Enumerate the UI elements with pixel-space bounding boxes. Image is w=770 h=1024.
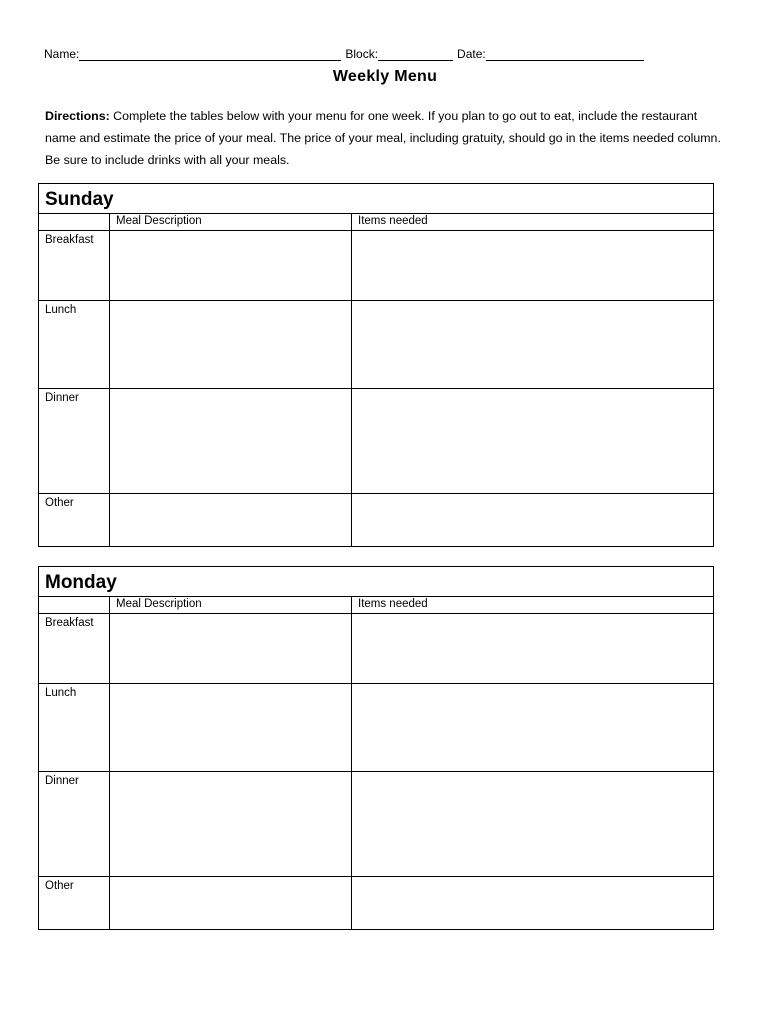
- meal-description-cell[interactable]: [110, 494, 352, 546]
- table-row: [39, 614, 713, 684]
- directions-text: Complete the tables below with your menu for one week. If you plan to go out to eat, include the restaurant name and estimate the price of your meal. The price of your meal, including gratuity, should go in the items needed column. Be sure to include drinks with all your meals.: [45, 109, 721, 167]
- block-label: Block:: [345, 47, 379, 61]
- sunday-table: [38, 183, 714, 547]
- items-needed-cell[interactable]: [352, 614, 713, 683]
- meal-description-cell[interactable]: [110, 301, 352, 388]
- student-info-line: [44, 47, 648, 61]
- meal-description-cell[interactable]: [110, 614, 352, 683]
- items-needed-cell[interactable]: [352, 772, 713, 876]
- items-needed-header: Items needed: [358, 215, 428, 227]
- items-needed-cell[interactable]: [352, 684, 713, 771]
- meal-label: Dinner: [39, 389, 110, 493]
- items-needed-cell[interactable]: [352, 231, 713, 300]
- directions-label: Directions:: [45, 109, 110, 123]
- meal-header-cell: [39, 597, 110, 613]
- meal-label: Other: [39, 877, 110, 929]
- date-blank[interactable]: [486, 47, 644, 61]
- page-title: Weekly Menu: [332, 68, 438, 85]
- day-title: Monday: [39, 567, 713, 597]
- meal-description-cell[interactable]: [110, 684, 352, 771]
- meal-label: Lunch: [39, 684, 110, 771]
- column-header-row: [39, 597, 713, 614]
- table-row: [39, 772, 713, 877]
- meal-label: Breakfast: [39, 231, 110, 300]
- meal-label: Dinner: [39, 772, 110, 876]
- meal-label: Other: [39, 494, 110, 546]
- items-needed-header: Items needed: [358, 598, 428, 610]
- meal-label: Breakfast: [39, 614, 110, 683]
- table-row: [39, 301, 713, 389]
- table-row: [39, 494, 713, 546]
- meal-description-header: Meal Description: [110, 214, 352, 230]
- items-needed-cell[interactable]: [352, 301, 713, 388]
- meal-description-cell[interactable]: [110, 772, 352, 876]
- monday-table: [38, 566, 714, 930]
- table-row: [39, 877, 713, 929]
- date-label: Date:: [457, 47, 486, 61]
- items-needed-cell[interactable]: [352, 389, 713, 493]
- items-needed-cell[interactable]: [352, 877, 713, 929]
- column-header-row: [39, 214, 713, 231]
- directions-paragraph: [45, 105, 725, 171]
- items-needed-cell[interactable]: [352, 494, 713, 546]
- name-label: Name:: [44, 47, 80, 61]
- block-blank[interactable]: [378, 47, 453, 61]
- meal-description-cell[interactable]: [110, 389, 352, 493]
- table-row: [39, 684, 713, 772]
- table-row: [39, 231, 713, 301]
- meal-label: Lunch: [39, 301, 110, 388]
- table-row: [39, 389, 713, 494]
- meal-description-cell[interactable]: [110, 877, 352, 929]
- name-blank[interactable]: [79, 47, 341, 61]
- meal-description-header: Meal Description: [110, 597, 352, 613]
- meal-description-cell[interactable]: [110, 231, 352, 300]
- meal-header-cell: [39, 214, 110, 230]
- day-title: Sunday: [39, 184, 713, 214]
